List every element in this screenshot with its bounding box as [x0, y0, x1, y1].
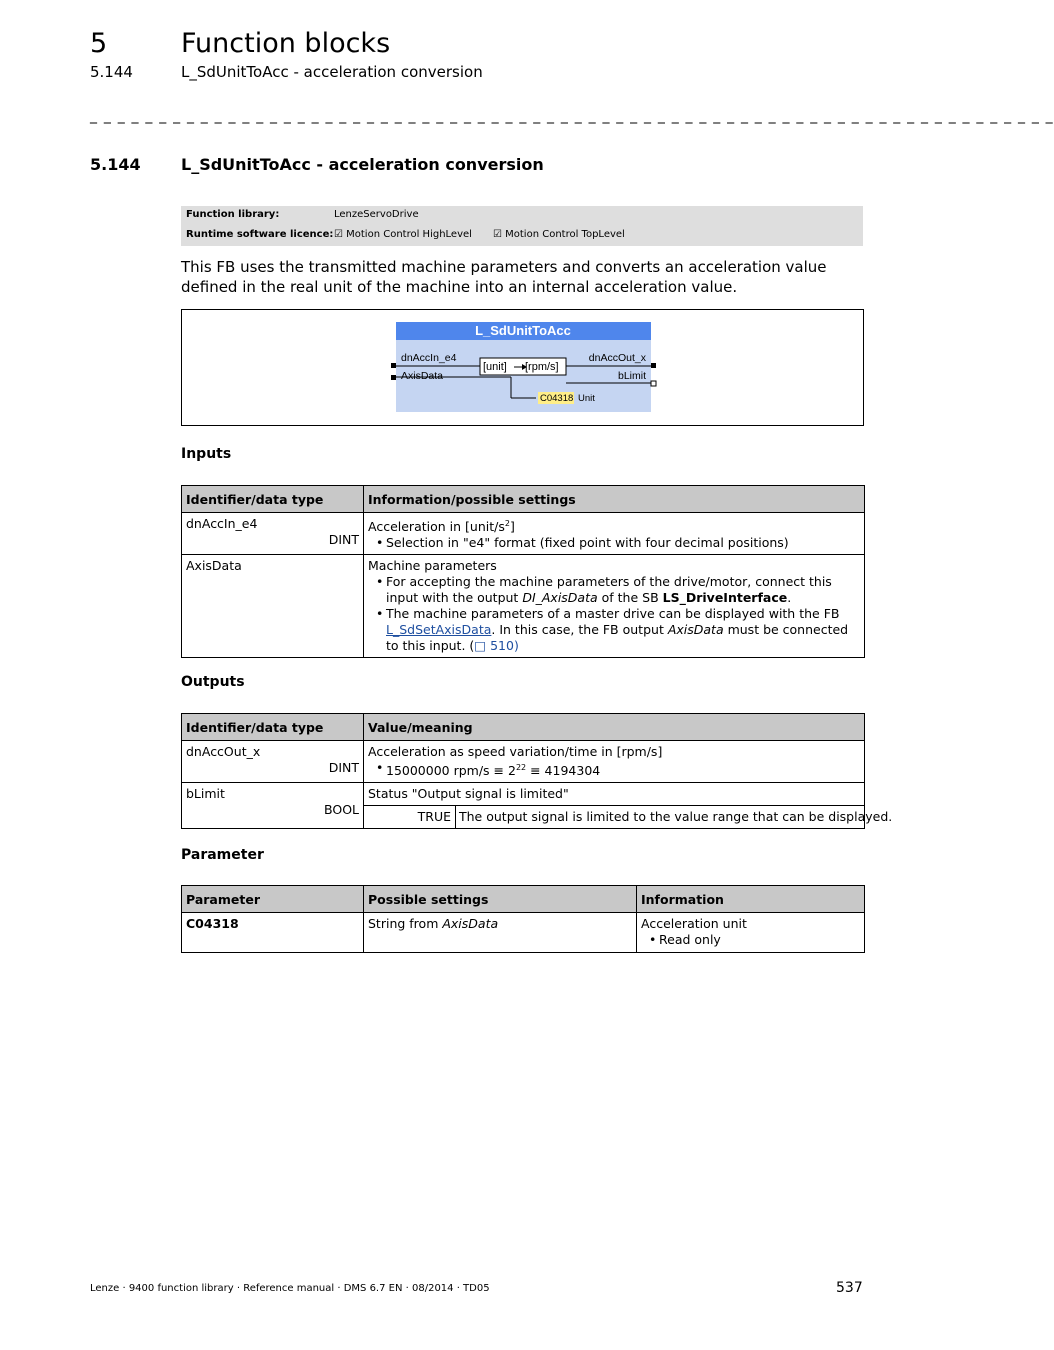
- pin-in1: [391, 363, 396, 368]
- table-row: [182, 913, 865, 953]
- input-type: DINT: [328, 532, 359, 547]
- col-information: Information/possible settings: [364, 486, 865, 513]
- input-info: Acceleration in $[unit/s^2]$: [368, 519, 515, 535]
- col-identifier: Identifier/data type: [182, 714, 364, 741]
- input-info: Machine parameters: [368, 558, 497, 574]
- runtime-licence-label: Runtime software licence:: [186, 229, 334, 240]
- parameter-info: Acceleration unit: [641, 916, 747, 931]
- inputs-heading: Inputs: [181, 446, 232, 462]
- output-type: DINT: [328, 760, 359, 775]
- table-header-row: [182, 886, 865, 913]
- page-reference-link[interactable]: □ 510: [474, 638, 514, 654]
- outputs-heading: Outputs: [181, 674, 245, 690]
- input-label-axisdata: AxisData: [401, 370, 444, 382]
- output-info: Status "Output signal is limited": [364, 783, 865, 806]
- parameter-bullet: • Read only: [659, 932, 860, 948]
- pin-out1: [651, 363, 656, 368]
- function-block-figure: [181, 309, 864, 426]
- parameter-setting: String from AxisData: [364, 913, 637, 953]
- output-value: TRUE: [364, 806, 456, 829]
- table-row: [182, 783, 865, 806]
- col-value-meaning: Value/meaning: [364, 714, 865, 741]
- fb-title: L_SdUnitToAcc: [475, 323, 571, 338]
- table-row: [182, 513, 865, 555]
- input-bullet: • For accepting the machine parameters of the drive/motor, connect this input with the output DI_AxisData of the SB LS_DriveInterface.: [386, 574, 860, 606]
- col-parameter: Parameter: [182, 886, 364, 913]
- section-heading-number: 5.144: [90, 155, 141, 174]
- input-name: AxisData: [186, 558, 242, 574]
- intro-paragraph: This FB uses the transmitted machine parameters and converts an acceleration value defined in the real unit of the machine into an internal acceleration value.: [181, 258, 827, 296]
- library-info-box: [181, 206, 863, 246]
- parameter-table: [181, 885, 865, 953]
- section-heading-title: L_SdUnitToAcc - acceleration conversion: [181, 155, 544, 174]
- licence-highlevel: ☑ Motion Control HighLevel: [334, 229, 472, 240]
- output-name: dnAccOut_x: [186, 744, 261, 759]
- header-section-number: 5.144: [90, 63, 133, 81]
- table-header-row: [182, 486, 865, 513]
- output-type: BOOL: [324, 802, 359, 818]
- footer-text: Lenze · 9400 function library · Reference manual · DMS 6.7 EN · 08/2014 · TD05: [90, 1283, 490, 1294]
- col-possible-settings: Possible settings: [364, 886, 637, 913]
- table-header-row: [182, 714, 865, 741]
- link-l-sdsetaxisdata[interactable]: L_SdSetAxisData: [386, 622, 492, 638]
- output-name: bLimit: [186, 786, 225, 802]
- input-name: dnAccIn_e4: [186, 516, 258, 531]
- outputs-table: [181, 713, 893, 829]
- param-code-label: Unit: [578, 393, 595, 404]
- param-code: C04318: [540, 393, 574, 404]
- chapter-number: 5: [90, 28, 108, 59]
- chapter-title: Function blocks: [181, 28, 391, 59]
- input-bullet: • Selection in "e4" format (fixed point with four decimal positions): [386, 535, 860, 551]
- parameter-code: C04318: [182, 913, 364, 953]
- inputs-table: [181, 485, 865, 658]
- function-block-diagram: [182, 310, 863, 425]
- parameter-heading: Parameter: [181, 847, 264, 863]
- input-bullet: • The machine parameters of a master drive can be displayed with the FB L_SdSetAxisData. In this case, the FB output AxisData must be connected to this input. (□ 510): [386, 606, 860, 654]
- function-library-label: Function library:: [186, 209, 280, 220]
- table-row: [182, 741, 865, 783]
- function-library-value: LenzeServoDrive: [334, 209, 419, 220]
- output-label-blimit: bLimit: [617, 370, 646, 382]
- header-separator: _ _ _ _ _ _ _ _ _ _ _ _ _ _ _ _ _ _ _ _ _ _ _ _ _ _ _ _ _ _ _ _ _ _ _ _ _ _ _ _ _ _ _ _ _ _ _ _ _ _ _ _ _ _ _ _ _ _ _ _ _ _ _ _ _ _ _ _ _ _: [90, 108, 1054, 124]
- col-identifier: Identifier/data type: [182, 486, 364, 513]
- output-info: Acceleration as speed variation/time in [rpm/s]: [368, 744, 663, 759]
- input-label-dnaccin: dnAccIn_e4: [401, 352, 457, 364]
- licence-toplevel: ☑ Motion Control TopLevel: [493, 229, 625, 240]
- output-meaning: The output signal is limited to the value range that can be displayed.: [456, 806, 865, 829]
- pin-in2: [391, 375, 396, 380]
- pin-out2: [651, 381, 656, 386]
- output-label-dnaccout: dnAccOut_x: [588, 352, 646, 364]
- col-information: Information: [637, 886, 865, 913]
- unit-to: [rpm/s]: [525, 361, 559, 373]
- unit-from: [unit]: [483, 361, 507, 373]
- header-section-title: L_SdUnitToAcc - acceleration conversion: [181, 63, 483, 81]
- output-bullet: • 15000000 $rpm/s \equiv 2^{22} \equiv 4194304$: [386, 760, 860, 779]
- page-number: 537: [836, 1280, 863, 1296]
- table-row: [182, 555, 865, 658]
